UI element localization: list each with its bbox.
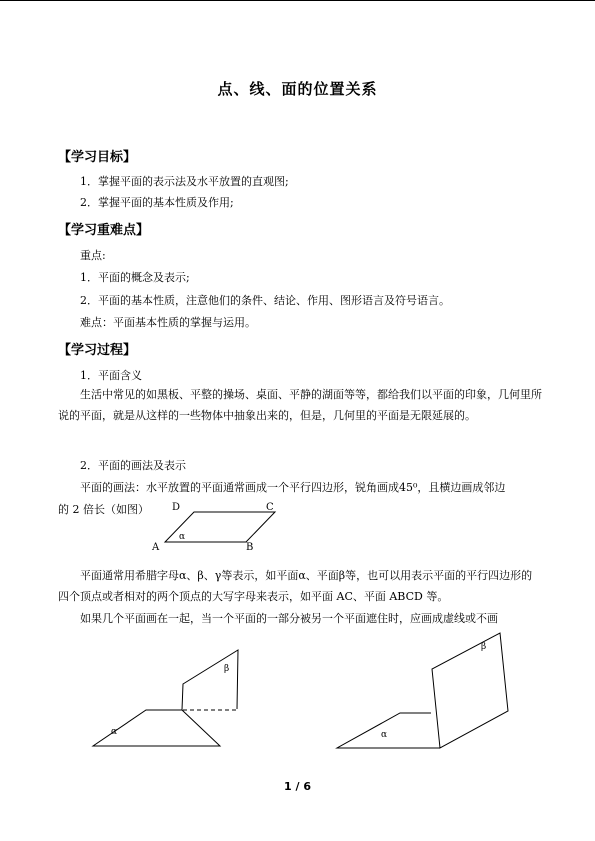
goal-item-1: 1．掌握平面的表示法及水平放置的直观图;	[80, 175, 289, 188]
section-heading-key-points: 【学习重难点】	[58, 223, 150, 238]
paragraph-plane-notation: 平面通常用希腊字母α、β、γ等表示，如平面α、平面β等，也可以用表示平面的平行四边形的四个顶点或者相对的两个顶点的大写字母来表示，如平面 AC、平面 ABCD 等。	[58, 569, 533, 603]
parallelogram-figure	[148, 498, 288, 556]
section-heading-process: 【学习过程】	[58, 343, 137, 358]
section-heading-goals: 【学习目标】	[58, 150, 137, 165]
plane-label-alpha: α	[111, 727, 118, 737]
goal-item-2: 2．掌握平面的基本性质及作用;	[80, 196, 234, 209]
paragraph-plane-meaning: 生活中常见的如黑板、平整的操场、桌面、平静的湖面等等，都给我们以平面的印象，几何里所说的平面，就是从这样的一些物体中抽象出来的，但是，几何里的平面是无限延展的。	[58, 388, 542, 422]
paragraph-drawing-method-1: 平面的画法：水平放置的平面通常画成一个平行四边形，锐角画成45⁰，且横边画成邻边	[80, 481, 506, 494]
difficulty-text: 难点：平面基本性质的掌握与运用。	[80, 316, 256, 329]
plane-label-alpha: α	[381, 730, 388, 740]
subsection-title-plane-meaning: 1．平面含义	[80, 369, 142, 382]
plane-beta-shape	[182, 650, 238, 710]
plane-label-beta: β	[481, 642, 487, 652]
plane-beta-shape	[432, 633, 508, 748]
vertex-label-a: A	[152, 542, 160, 553]
vertex-label-d: D	[172, 502, 181, 513]
intersecting-planes-dashed-figure	[85, 640, 255, 755]
top-rule	[0, 0, 595, 1]
page-number: 1 / 6	[284, 780, 311, 793]
intersecting-planes-hidden-figure	[330, 630, 520, 755]
page-title: 点、线、面的位置关系	[217, 80, 378, 98]
subsection-title-plane-drawing: 2．平面的画法及表示	[80, 459, 186, 472]
plane-alpha-shape	[337, 713, 440, 748]
vertex-label-c: C	[266, 502, 274, 513]
key-points-label: 重点:	[80, 249, 106, 262]
paragraph-hidden-lines: 如果几个平面画在一起，当一个平面的一部分被另一个平面遮住时，应画成虚线或不画	[80, 612, 498, 625]
plane-label-beta: β	[224, 664, 230, 674]
key-point-item-2: 2．平面的基本性质，注意他们的条件、结论、作用、图形语言及符号语言。	[80, 294, 450, 307]
key-point-item-1: 1．平面的概念及表示;	[80, 271, 190, 284]
vertex-label-b: B	[246, 542, 254, 553]
paragraph-drawing-method-2: 的 2 倍长（如图）	[58, 503, 149, 516]
plane-label-alpha: α	[179, 532, 186, 542]
